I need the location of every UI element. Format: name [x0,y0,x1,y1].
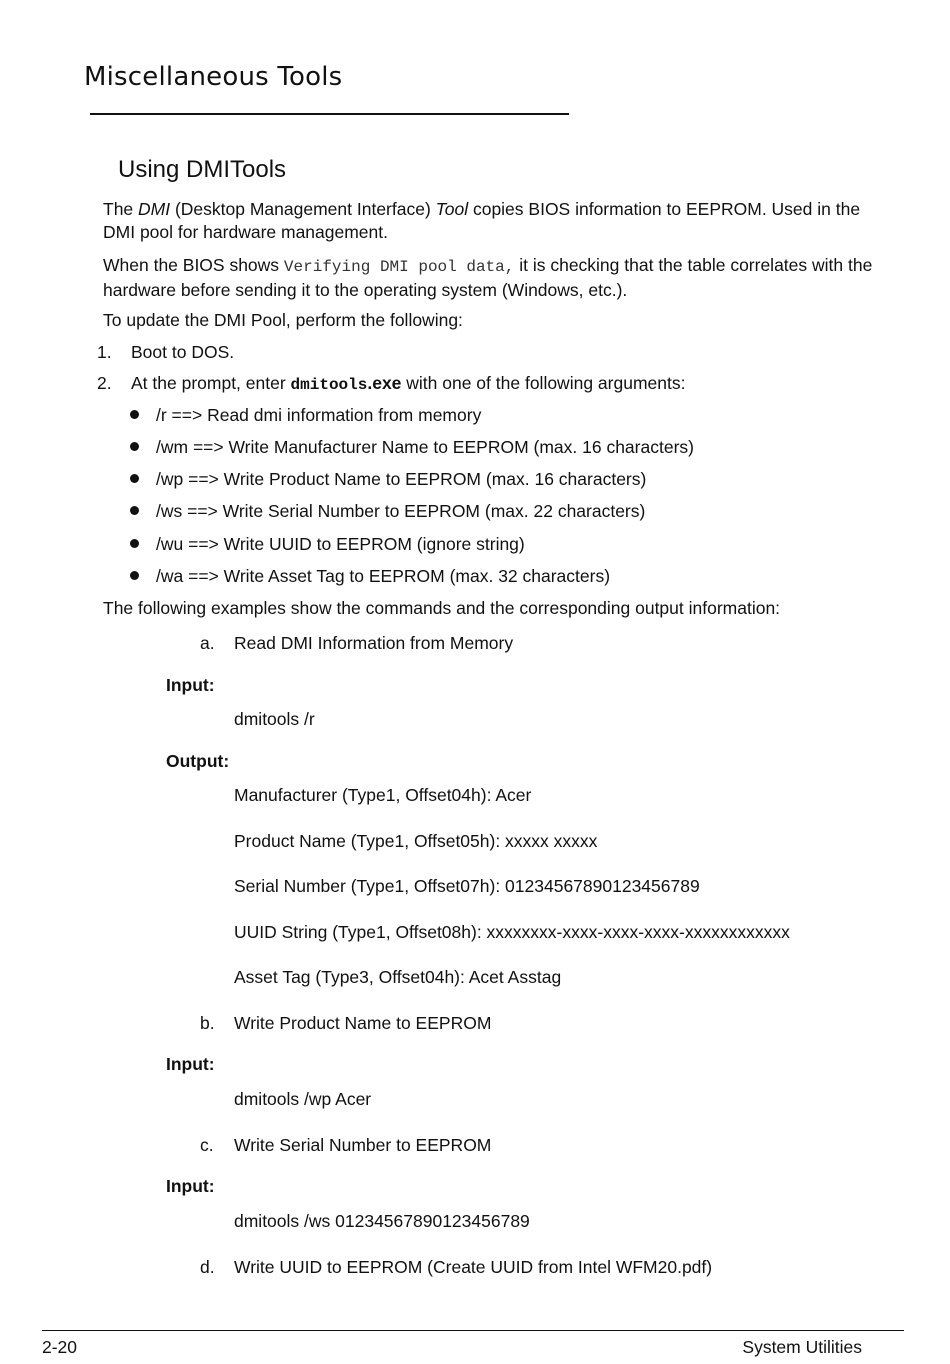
output-line: Serial Number (Type1, Offset07h): 01234567890123456789 [234,876,700,896]
step-item: 1. Boot to DOS. [97,342,235,362]
input-label: Input: [166,675,215,695]
output-line: Asset Tag (Type3, Offset04h): Acet Asstag [234,967,562,987]
command-name: dmitools [290,376,368,394]
input-command: dmitools /r [234,709,315,729]
bullet-icon [130,571,139,580]
output-label: Output: [166,751,230,771]
bullet-icon [130,442,139,451]
bios-message-code: Verifying DMI pool data, [283,258,515,276]
input-label: Input: [166,1176,215,1196]
argument-item: /wu ==> Write UUID to EEPROM (ignore string) [130,533,525,556]
step-item: 2. At the prompt, enter dmitools.exe with one of the following arguments: [97,373,686,394]
bullet-icon [130,539,139,548]
chapter-title: Miscellaneous Tools [84,62,343,92]
examples-intro: The following examples show the commands and the corresponding output information: [103,598,781,618]
example-heading: c. Write Serial Number to EEPROM [200,1135,492,1155]
input-command: dmitools /wp Acer [234,1089,372,1109]
argument-item: /r ==> Read dmi information from memory [130,404,481,427]
intro-paragraph-3: To update the DMI Pool, perform the following: [103,310,463,330]
bullet-icon [130,474,139,483]
output-line: UUID String (Type1, Offset08h): xxxxxxxx-xxxx-xxxx-xxxx-xxxxxxxxxxxx [234,922,790,942]
example-heading: b. Write Product Name to EEPROM [200,1013,492,1033]
argument-item: /ws ==> Write Serial Number to EEPROM (max. 22 characters) [130,500,645,523]
chapter-divider [90,113,569,115]
argument-item: /wm ==> Write Manufacturer Name to EEPROM (max. 16 characters) [130,436,694,459]
input-label: Input: [166,1054,215,1074]
output-line: Product Name (Type1, Offset05h): xxxxx xxxxx [234,831,598,851]
example-heading: d. Write UUID to EEPROM (Create UUID from Intel WFM20.pdf) [200,1257,713,1277]
input-command: dmitools /ws 01234567890123456789 [234,1211,530,1231]
footer-section-name: System Utilities [742,1337,862,1357]
argument-item: /wa ==> Write Asset Tag to EEPROM (max. 32 characters) [130,565,610,588]
output-line: Manufacturer (Type1, Offset04h): Acer [234,785,532,805]
section-title: Using DMITools [118,156,287,183]
example-heading: a. Read DMI Information from Memory [200,633,514,653]
bullet-icon [130,506,139,515]
intro-paragraph-2: When the BIOS shows Verifying DMI pool data, it is checking that the table correlates with the hardware before sending it to the operating system (Windows, etc.). [103,255,873,300]
page-number: 2-20 [42,1337,78,1357]
intro-paragraph-1: The DMI (Desktop Management Interface) Tool copies BIOS information to EEPROM. Used in the DMI pool for hardware management. [103,199,861,242]
argument-item: /wp ==> Write Product Name to EEPROM (max. 16 characters) [130,468,646,491]
bullet-icon [130,410,139,419]
footer-divider [42,1330,904,1331]
